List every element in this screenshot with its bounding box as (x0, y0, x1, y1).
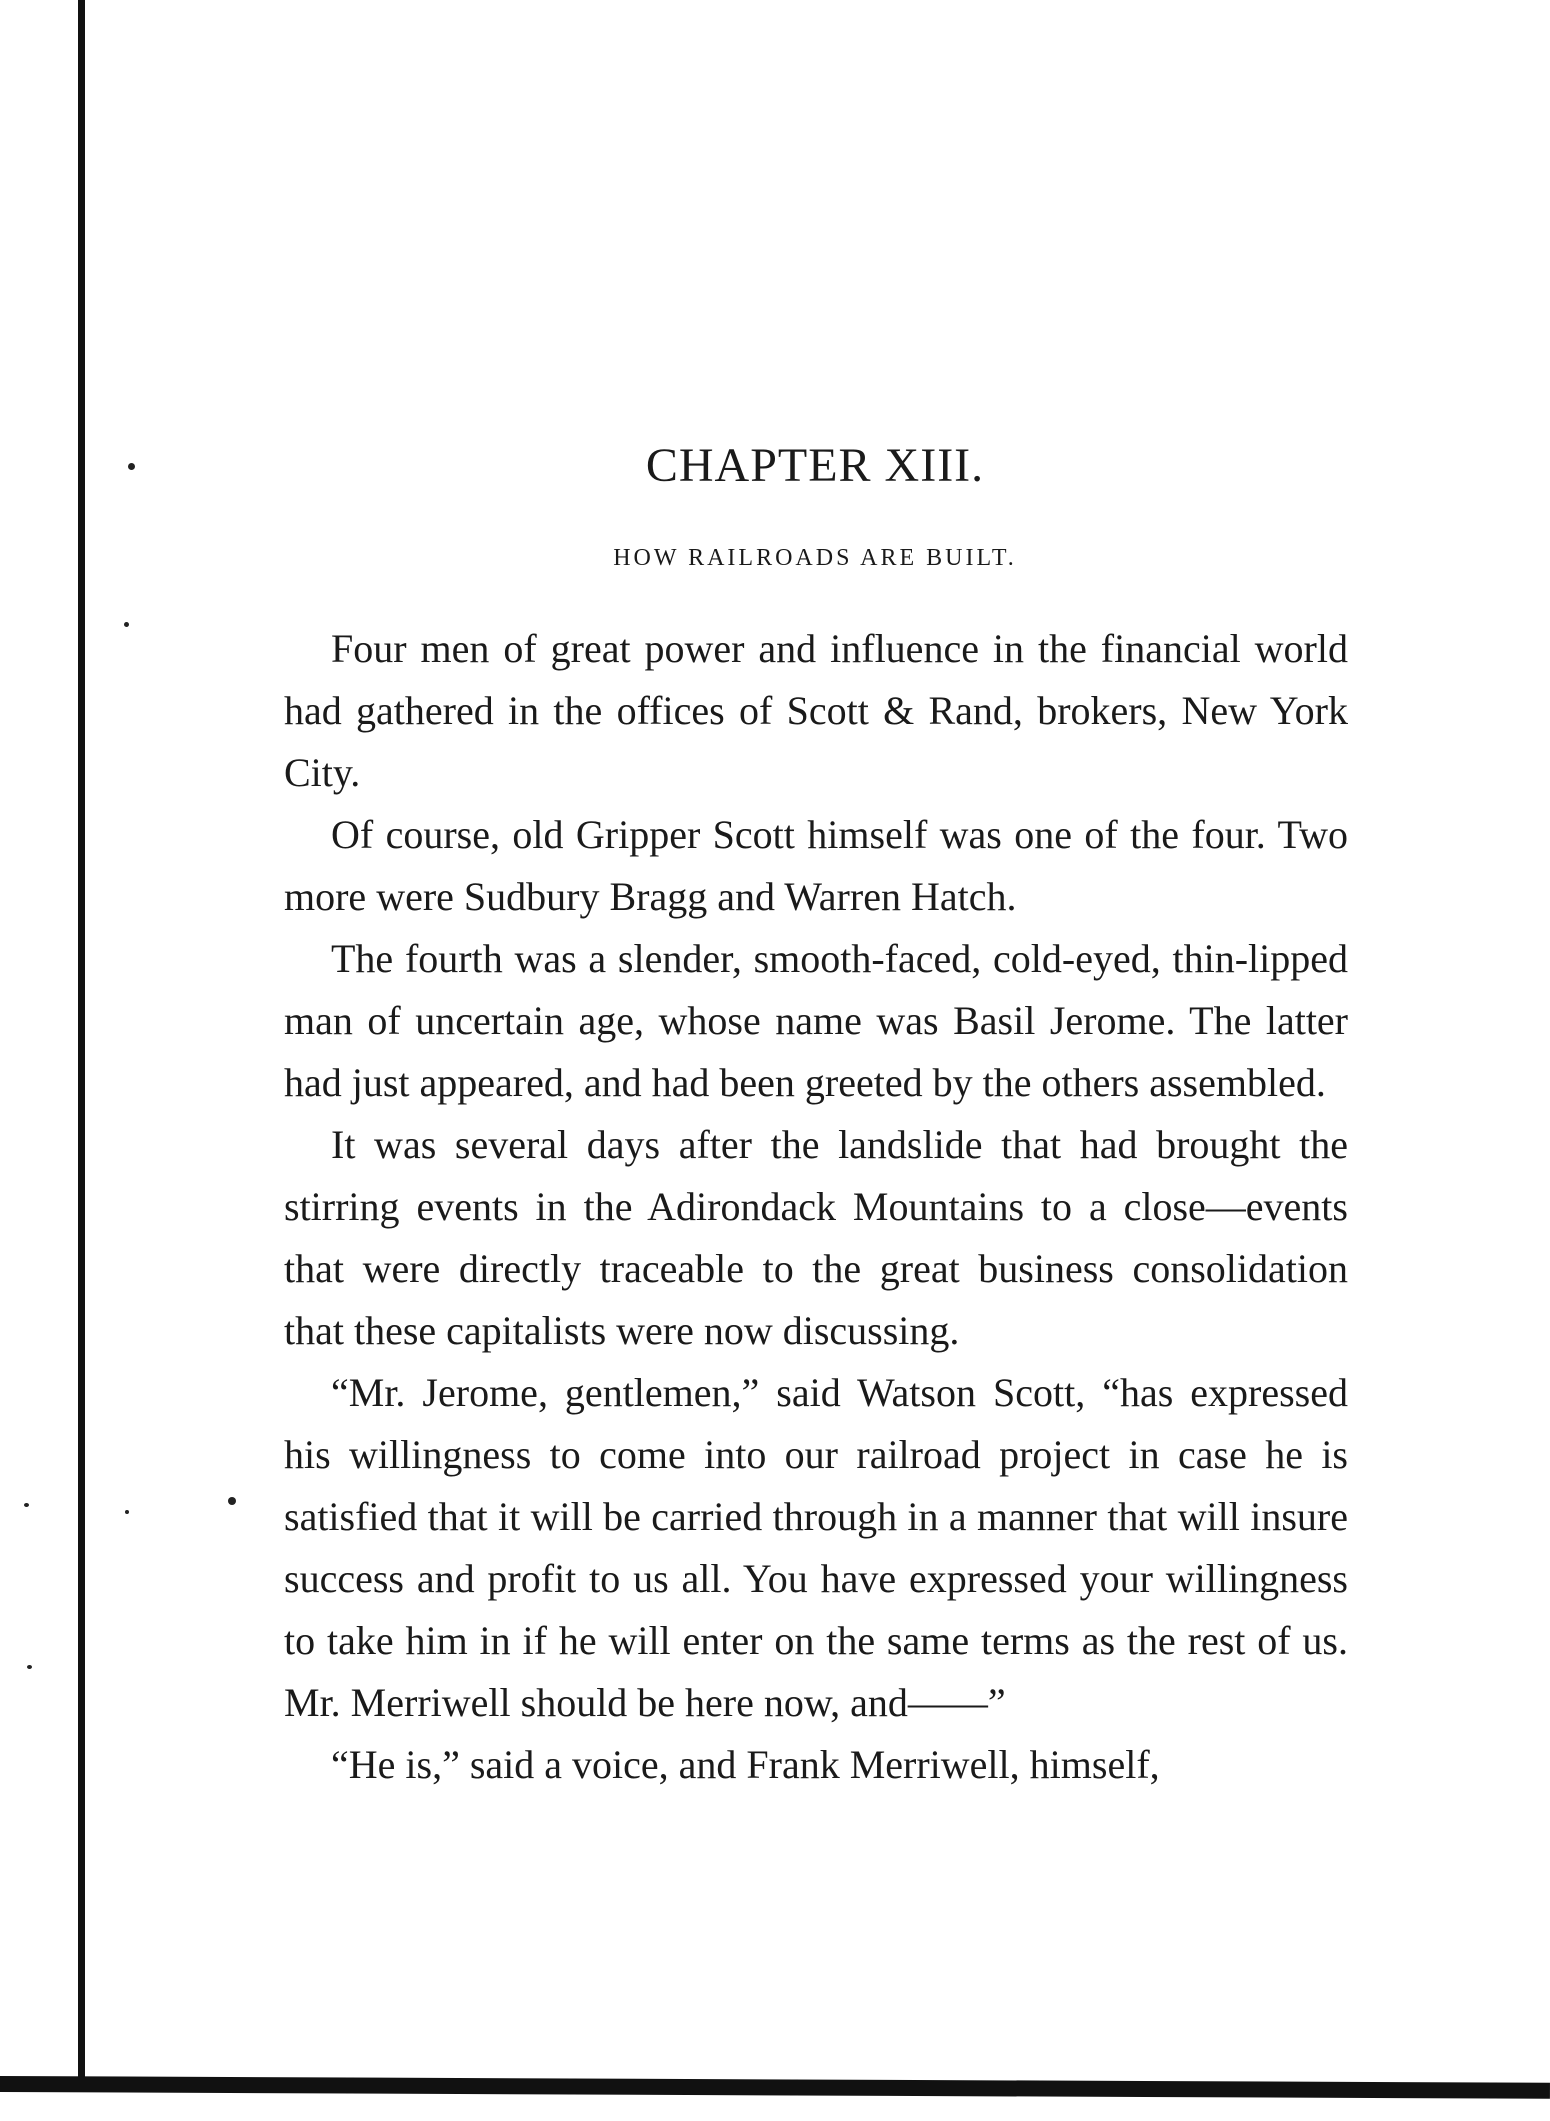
left-page-edge (78, 0, 85, 2085)
chapter-title: CHAPTER XIII. (645, 439, 985, 492)
margin-speck (124, 622, 129, 627)
bottom-page-edge (0, 2076, 1550, 2099)
margin-speck (24, 1503, 29, 1507)
paragraph: Of course, old Gripper Scott himself was one of the four. Two more were Sudbury Bragg and Warren Hatch. (284, 812, 1348, 919)
margin-speck (228, 1497, 236, 1505)
paragraph: Four men of great power and influence in the financial world had gathered in the offices of Scott & Rand, brokers, New York City. (284, 626, 1348, 795)
body-text (284, 618, 1348, 1796)
paragraph: “He is,” said a voice, and Frank Merriwell, himself, (331, 1742, 1160, 1787)
paragraph: “Mr. Jerome, gentlemen,” said Watson Scott, “has expressed his willingness to come into our railroad project in case he is satisfied that it will be carried through in a manner that will insure success and profit to us all. You have expressed your willingness to take him in if he will enter on the same terms as the rest of us. Mr. Merriwell should be here now, and——” (284, 1370, 1348, 1725)
margin-speck (125, 1510, 129, 1514)
margin-speck (27, 1665, 32, 1669)
paragraph: The fourth was a slender, smooth-faced, cold-eyed, thin-lipped man of uncertain age, whose name was Basil Jerome. The latter had just appeared, and had been greeted by the others assembled. (284, 936, 1348, 1105)
paragraph: It was several days after the landslide that had brought the stirring events in the Adirondack Mountains to a close—events that were directly traceable to the great business consolidation that these capitalists were now discussing. (284, 1122, 1348, 1353)
chapter-subtitle: HOW RAILROADS ARE BUILT. (613, 545, 1017, 571)
